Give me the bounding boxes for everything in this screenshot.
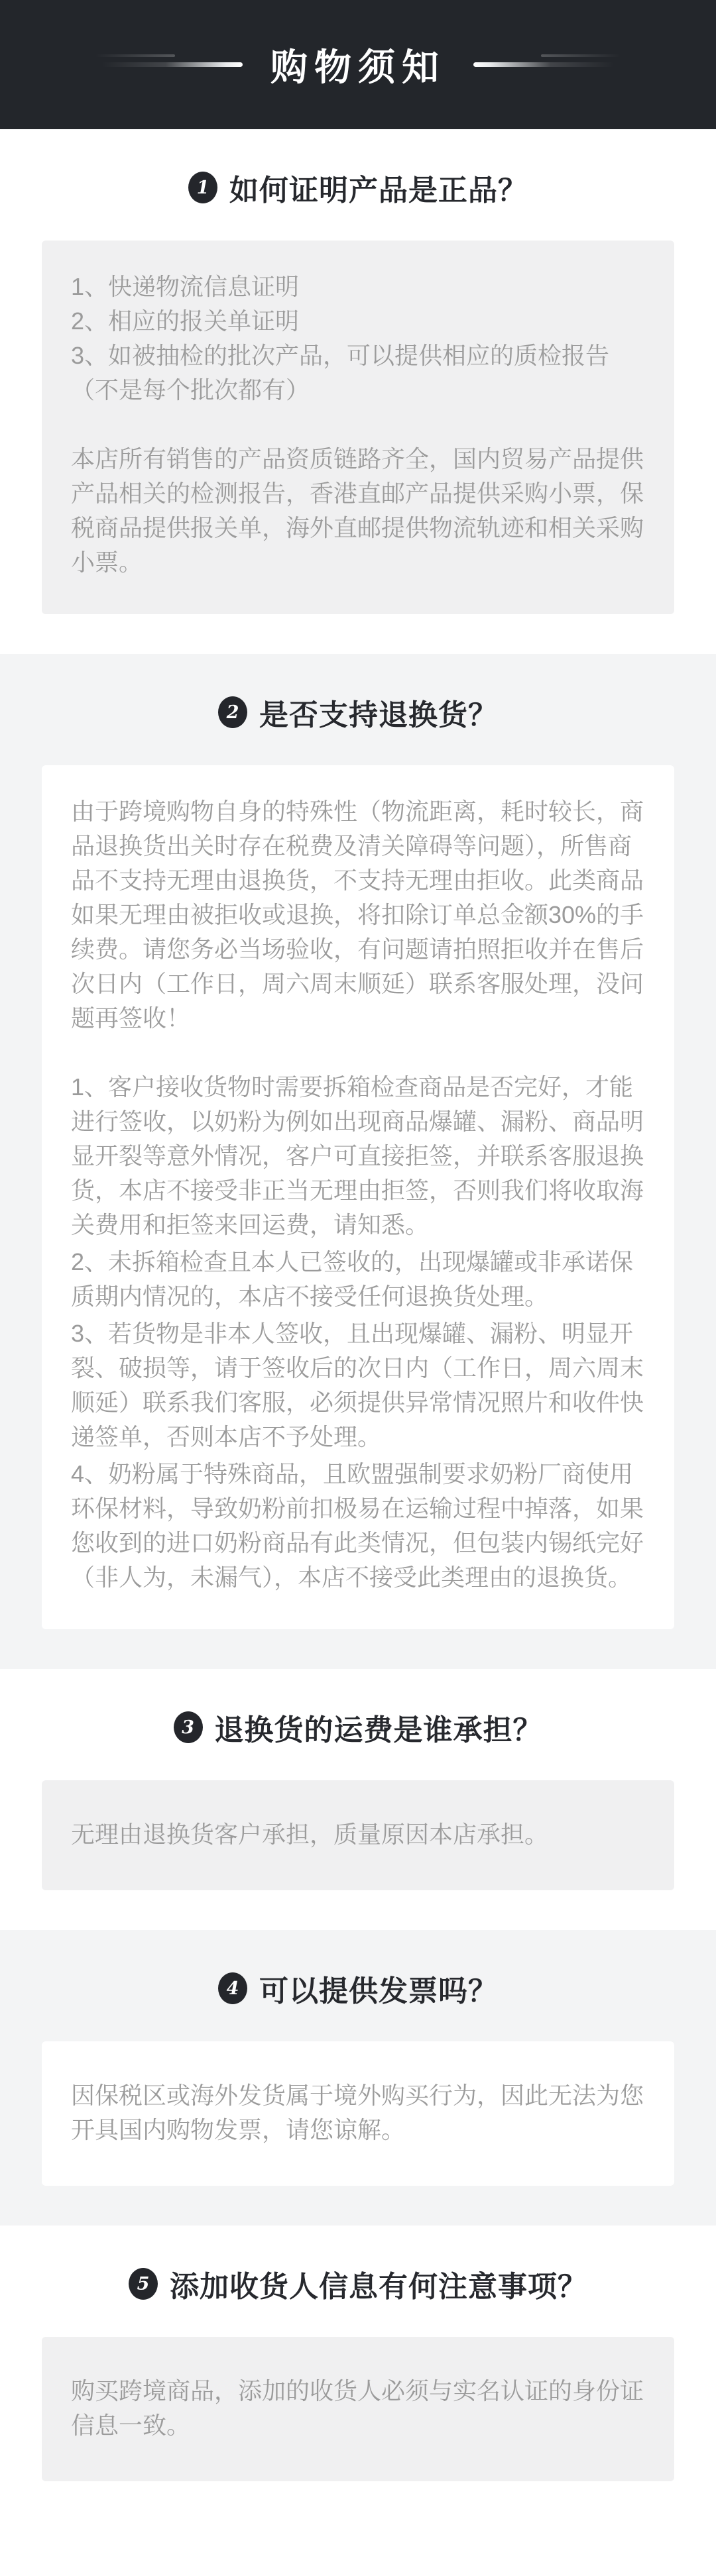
section-returns-title: 是否支持退换货？ [259, 699, 498, 731]
section-shipping-fee [0, 1669, 716, 1930]
recipient-info-paragraph: 购买跨境商品，添加的收货人必须与实名认证的身份证信息一致。 [71, 2377, 644, 2439]
authenticity-detail-paragraph: 本店所有销售的产品资质链路齐全，国内贸易产品提供产品相关的检测报告，香港直邮产品提供采购小票，保税商品提供报关单，海外直邮提供物流轨迹和相关采购小票。 [71, 445, 644, 576]
section-shipping-fee-heading [0, 1706, 716, 1748]
section-invoice-title: 可以提供发票吗？ [259, 1975, 498, 2008]
page-title: 购物须知 [270, 46, 446, 88]
returns-rule-4: 4、奶粉属于特殊商品，且欧盟强制要求奶粉厂商使用环保材料，导致奶粉前扣极易在运输过程中掉落，如果您收到的进口奶粉商品有此类情况，但包装内锡纸完好（非人为，未漏气），本店不接受此类理由的退换货。 [71, 1460, 644, 1591]
shipping-fee-paragraph: 无理由退换货客户承担，质量原因本店承担。 [71, 1821, 549, 1848]
section-recipient-info-title: 添加收货人信息有何注意事项？ [170, 2271, 587, 2303]
section-returns-heading [0, 691, 716, 733]
number-badge-1: 1 [188, 172, 217, 203]
number-badge-3: 3 [174, 1711, 203, 1743]
returns-rule-1: 1、客户接收货物时需要拆箱检查商品是否完好，才能进行签收，以奶粉为例如出现商品爆罐、漏粉、商品明显开裂等意外情况，客户可直接拒签，并联系客服退换货，本店不接受非正当无理由拒签，否则我们将收取海关费用和拒签来回运费，请知悉。 [71, 1073, 644, 1238]
section-recipient-info-heading [0, 2263, 716, 2305]
number-badge-5: 5 [129, 2268, 158, 2300]
number-badge-4: 4 [218, 1972, 247, 2004]
section-returns-policy [0, 654, 716, 1669]
returns-rule-3: 3、若货物是非本人签收，且出现爆罐、漏粉、明显开裂、破损等，请于签收后的次日内（工作日，周六周末顺延）联系我们客服，必须提供异常情况照片和收件快递签单，否则本店不予处理。 [71, 1320, 644, 1450]
section-invoice [0, 1930, 716, 2226]
invoice-paragraph: 因保税区或海外发货属于境外购买行为，因此无法为您开具国内购物发票，请您谅解。 [71, 2082, 644, 2143]
section-invoice-heading [0, 1967, 716, 2010]
page-header [0, 0, 716, 129]
returns-intro-paragraph: 由于跨境购物自身的特殊性（物流距离，耗时较长，商品退换货出关时存在税费及清关障碍等问题），所售商品不支持无理由退换货，不支持无理由拒收。此类商品如果无理由被拒收或退换，将扣除订单总金额30%的手续费。请您务必当场验收，有问题请拍照拒收并在售后次日内（工作日，周六周末顺延）联系客服处理，没问题再签收！ [71, 798, 644, 1032]
section-invoice-card [42, 2041, 674, 2186]
section-returns-card [42, 765, 674, 1629]
section-recipient-info [0, 2226, 716, 2521]
decor-line-right-icon [473, 62, 614, 67]
section-authenticity-heading [0, 166, 716, 209]
section-authenticity [0, 129, 716, 654]
section-recipient-info-card [42, 2337, 674, 2481]
section-authenticity-title: 如何证明产品是正品？ [229, 174, 528, 207]
returns-rule-2: 2、未拆箱检查且本人已签收的，出现爆罐或非承诺保质期内情况的，本店不接受任何退换货处理。 [71, 1248, 634, 1310]
section-shipping-fee-card [42, 1780, 674, 1890]
authenticity-proof-list: 1、快递物流信息证明 2、相应的报关单证明 3、如被抽检的批次产品，可以提供相应的质检报告 （不是每个批次都有） [71, 273, 610, 403]
section-authenticity-card [42, 241, 674, 614]
section-shipping-fee-title: 退换货的运费是谁承担？ [214, 1714, 543, 1746]
decor-line-left-icon [102, 62, 243, 67]
number-badge-2: 2 [218, 696, 247, 728]
